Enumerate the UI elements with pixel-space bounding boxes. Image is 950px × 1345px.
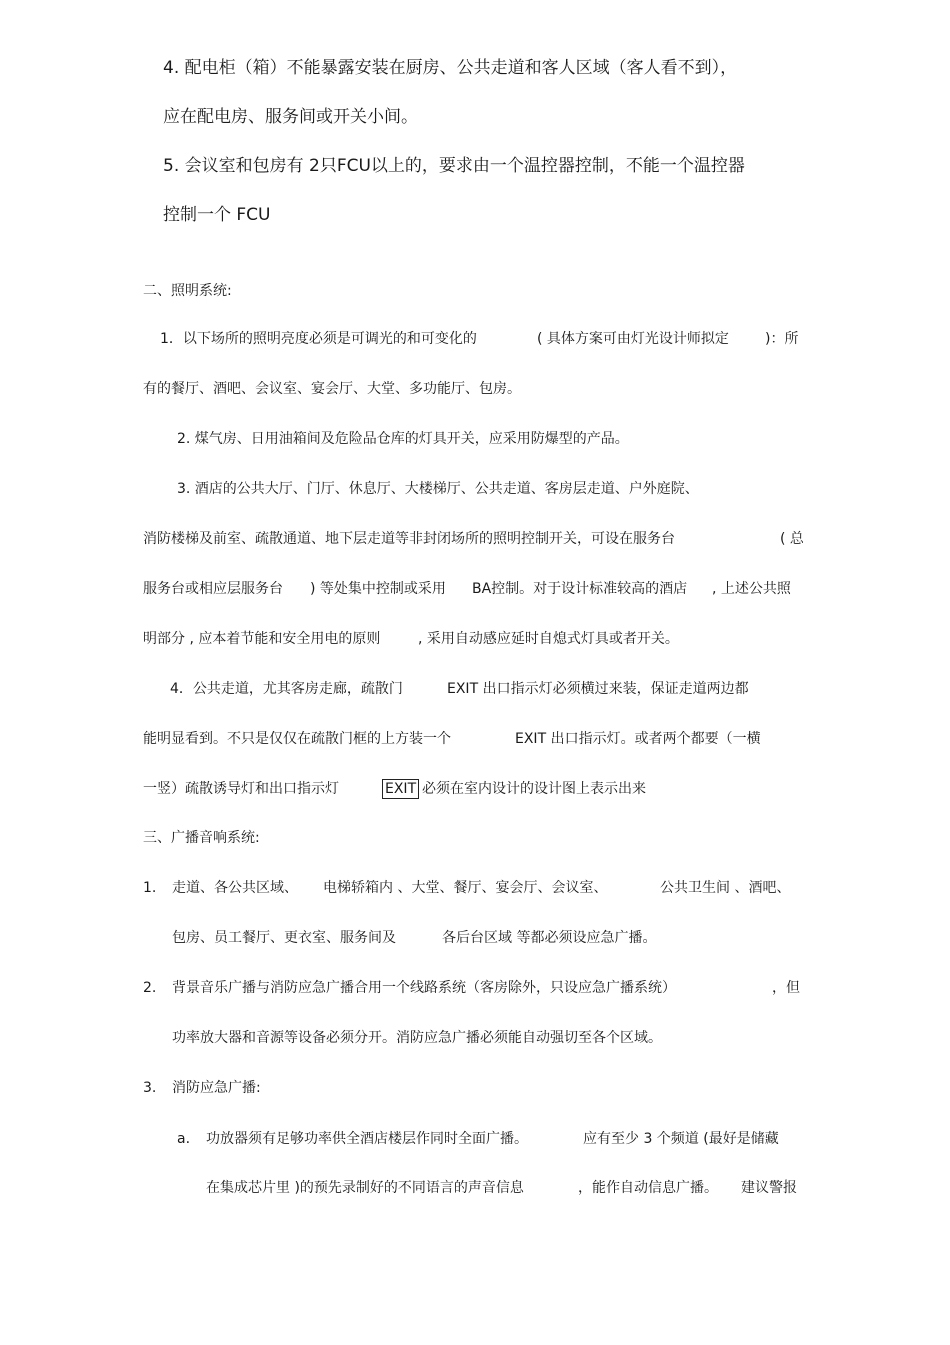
text-line: ) 等处集中控制或采用: [310, 581, 446, 597]
text-line: 能明显看到。不只是仅仅在疏散门框的上方装一个: [143, 731, 451, 747]
exit-boxed-label: EXIT: [382, 779, 419, 799]
text-line: 必须在室内设计的设计图上表示出来: [422, 781, 646, 797]
section-heading-lighting: 二、照明系统:: [143, 283, 232, 299]
text-line: EXIT 出口指示灯必须横过来装，保证走道两边都: [447, 681, 749, 697]
text-line: 消防楼梯及前室、疏散通道、地下层走道等非封闭场所的照明控制开关，可设在服务台: [143, 531, 675, 547]
text-line: 明部分 , 应本着节能和安全用电的原则: [143, 631, 381, 647]
list-letter: a.: [177, 1131, 191, 1147]
text-line: 功放器须有足够功率供全酒店楼层作同时全面广播。: [206, 1131, 528, 1147]
text-line: 一竖）疏散诱导灯和出口指示灯: [143, 781, 339, 797]
text-line: 走道、各公共区域、: [172, 880, 298, 896]
text-line: 4．公共走道，尤其客房走廊，疏散门: [170, 681, 403, 697]
text-line: 2. 煤气房、日用油箱间及危险品仓库的灯具开关，应采用防爆型的产品。: [177, 431, 629, 447]
text-line: ，但: [772, 980, 800, 996]
text-line: , 采用自动感应延时自熄式灯具或者开关。: [418, 631, 679, 647]
text-line: 应有至少 3 个频道 (最好是储藏: [583, 1131, 779, 1147]
list-number: 1.: [143, 880, 157, 896]
text-line: 服务台或相应层服务台: [143, 581, 283, 597]
text-line: 3. 酒店的公共大厅、门厅、休息厅、大楼梯厅、公共走道、客房层走道、户外庭院、: [177, 481, 699, 497]
text-line: 建议警报: [741, 1180, 797, 1196]
text-line: 消防应急广播:: [172, 1080, 261, 1096]
text-line: 公共卫生间 、酒吧、: [660, 880, 791, 896]
list-number: 2.: [143, 980, 157, 996]
text-line: ( 总: [780, 531, 804, 547]
text-line: 4. 配电柜（箱）不能暴露安装在厨房、公共走道和客人区域（客人看不到），: [163, 58, 738, 78]
section-heading-broadcast: 三、广播音响系统:: [143, 830, 260, 846]
list-number: 3.: [143, 1080, 157, 1096]
text-line: 电梯轿箱内 、大堂、餐厅、宴会厅、会议室、: [323, 880, 608, 896]
text-line: ，能作自动信息广播。: [578, 1180, 718, 1196]
text-line: EXIT 出口指示灯。或者两个都要（一横: [515, 731, 761, 747]
text-line: 有的餐厅、酒吧、会议室、宴会厅、大堂、多功能厅、包房。: [143, 381, 521, 397]
text-line: )：所: [765, 331, 799, 347]
text-line: 在集成芯片里 )的预先录制好的不同语言的声音信息: [206, 1180, 524, 1196]
text-line: 各后台区域 等都必须设应急广播。: [442, 930, 657, 946]
text-line: 5. 会议室和包房有 2只FCU以上的，要求由一个温控器控制，不能一个温控器: [163, 156, 745, 176]
text-line: ( 具体方案可由灯光设计师拟定: [537, 331, 729, 347]
text-line: 背景音乐广播与消防应急广播合用一个线路系统（客房除外，只设应急广播系统）: [172, 980, 676, 996]
text-line: 功率放大器和音源等设备必须分开。消防应急广播必须能自动强切至各个区域。: [172, 1030, 662, 1046]
text-line: 应在配电房、服务间或开关小间。: [163, 107, 418, 127]
text-line: 包房、员工餐厅、更衣室、服务间及: [172, 930, 396, 946]
text-line: 1．以下场所的照明亮度必须是可调光的和可变化的: [160, 331, 477, 347]
text-line: BA控制。对于设计标准较高的酒店: [472, 581, 688, 597]
text-line: , 上述公共照: [712, 581, 791, 597]
text-line: 控制一个 FCU: [163, 205, 271, 225]
